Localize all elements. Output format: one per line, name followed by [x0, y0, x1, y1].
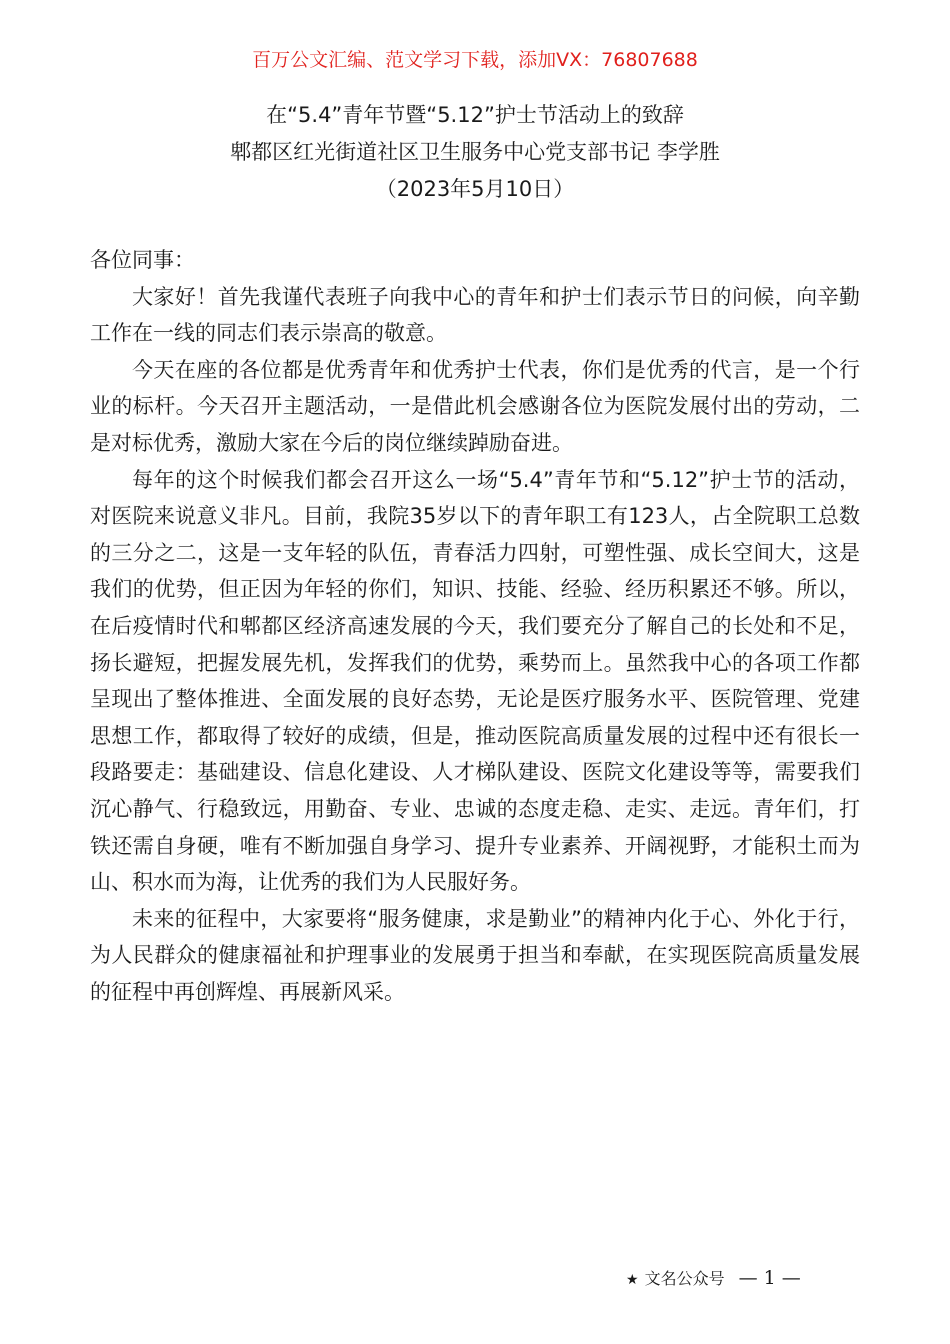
page-number: — 1 — — [738, 1267, 801, 1289]
star-icon: ★ — [626, 1272, 639, 1288]
paragraph-1: 大家好！首先我谨代表班子向我中心的青年和护士们表示节日的问候，向辛勤工作在一线的同志们表示崇高的敬意。 — [90, 284, 860, 346]
document-date: （2023年5月10日） — [375, 177, 575, 201]
paragraph-4: 未来的征程中，大家要将“服务健康，求是勤业”的精神内化于心、外化于行，为人民群众的健康福祉和护理事业的发展勇于担当和奉献，在实现医院高质量发展的征程中再创辉煌、再展新风采。 — [90, 906, 860, 1004]
speaker-line: 郫都区红光街道社区卫生服务中心党支部书记 李学胜 — [230, 140, 720, 164]
document-body — [90, 242, 860, 1010]
header-banner: 百万公文汇编、范文学习下载，添加VX：76807688 — [252, 49, 698, 71]
document-title: 在“5.4”青年节暨“5.12”护士节活动上的致辞 — [266, 103, 684, 127]
page-footer — [626, 1266, 801, 1292]
paragraph-3: 每年的这个时候我们都会召开这么一场“5.4”青年节和“5.12”护士节的活动，对医院来说意义非凡。目前，我院35岁以下的青年职工有123人，占全院职工总数的三分之二，这是一支年轻的队伍，青春活力四射，可塑性强、成长空间大，这是我们的优势，但正因为年轻的你们，知识、技能、经验、经历积累还不够。所以，在后疫情时代和郫都区经济高速发展的今天，我们要充分了解自己的长处和不足，扬长避短，把握发展先机，发挥我们的优势，乘势而上。虽然我中心的各项工作都呈现出了整体推进、全面发展的良好态势，无论是医疗服务水平、医院管理、党建思想工作，都取得了较好的成绩，但是，推动医院高质量发展的过程中还有很长一段路要走：基础建设、信息化建设、人才梯队建设、医院文化建设等等，需要我们沉心静气、行稳致远，用勤奋、专业、忠诚的态度走稳、走实、走远。青年们，打铁还需自身硬，唯有不断加强自身学习、提升专业素养、开阔视野，才能积土而为山、积水而为海，让优秀的我们为人民服好务。 — [90, 467, 860, 895]
salutation: 各位同事： — [90, 248, 195, 272]
document-title-block — [0, 97, 950, 208]
paragraph-2: 今天在座的各位都是优秀青年和优秀护士代表，你们是优秀的代言，是一个行业的标杆。今天召开主题活动，一是借此机会感谢各位为医院发展付出的劳动，二是对标优秀，激励大家在今后的岗位继续踔励奋进。 — [90, 357, 860, 455]
footer-label: 文名公众号 — [644, 1269, 725, 1288]
